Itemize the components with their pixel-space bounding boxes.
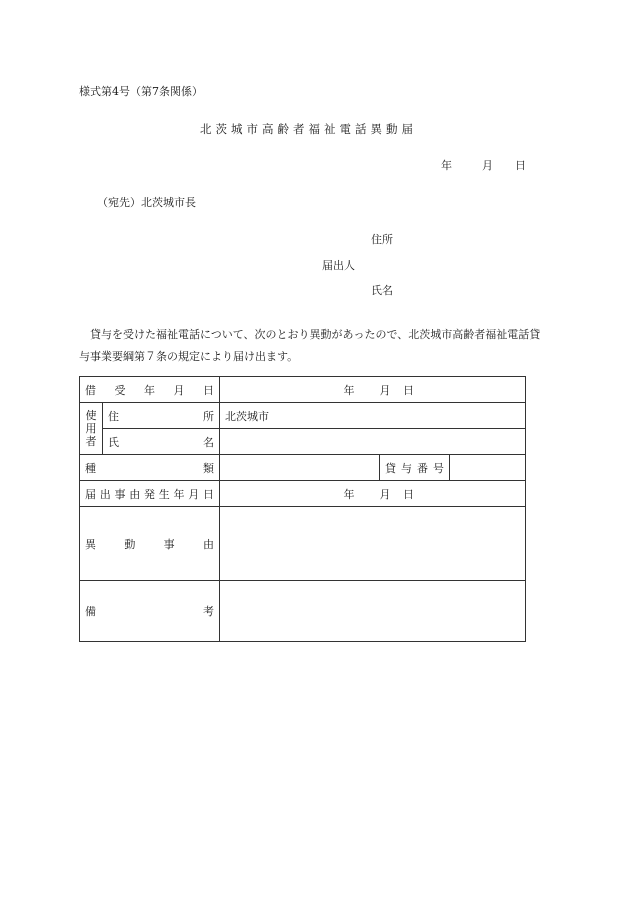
lend-date-day: 日 xyxy=(403,383,414,397)
row-remarks xyxy=(80,581,526,642)
label-char: 月 xyxy=(173,383,185,397)
label-char: 住 xyxy=(108,409,119,423)
type-label-cell xyxy=(80,455,220,481)
label-char: 出 xyxy=(99,487,111,501)
user-group-label xyxy=(80,403,103,455)
event-date-label-cell xyxy=(80,481,220,507)
type-label xyxy=(85,460,214,476)
event-date-year: 年 xyxy=(343,487,355,501)
label-char: 所 xyxy=(203,409,214,423)
date-day: 日 xyxy=(515,159,526,172)
label-char: 年 xyxy=(173,487,185,501)
lend-date-year: 年 xyxy=(343,383,355,397)
label-char: 者 xyxy=(85,435,97,448)
user-address-field[interactable]: 北茨城市 xyxy=(220,403,526,429)
label-char: 貸 xyxy=(385,461,396,475)
row-reason xyxy=(80,507,526,581)
label-char: 用 xyxy=(85,422,97,435)
reason-label-cell xyxy=(80,507,220,581)
lend-date-label xyxy=(85,382,214,398)
lend-number-field[interactable] xyxy=(450,455,526,481)
user-name-label-cell xyxy=(103,429,220,455)
label-char: 類 xyxy=(203,461,214,475)
event-date-label xyxy=(85,486,214,502)
label-char: 日 xyxy=(203,487,214,501)
document-title: 北茨城市高齢者福祉電話異動届 xyxy=(200,122,417,136)
user-address-label-cell xyxy=(103,403,220,429)
label-char: 氏 xyxy=(108,435,119,449)
label-char: 備 xyxy=(85,605,96,618)
label-char: 種 xyxy=(85,461,96,475)
lend-date-label-cell xyxy=(80,377,220,403)
user-address-label xyxy=(108,408,214,424)
label-char: 事 xyxy=(163,537,175,551)
label-char: 由 xyxy=(129,487,141,501)
label-char: 由 xyxy=(202,537,214,551)
form-number-label: 様式第4号（第7条関係） xyxy=(79,85,203,98)
label-char: 動 xyxy=(124,537,136,551)
remarks-label-cell xyxy=(80,581,220,642)
label-char: 名 xyxy=(203,435,214,449)
label-char: 生 xyxy=(158,487,170,501)
label-char: 番 xyxy=(417,461,428,475)
row-user-address xyxy=(80,403,526,429)
date-year: 年 xyxy=(441,159,452,172)
label-char: 使 xyxy=(85,409,97,422)
label-char: 受 xyxy=(114,383,126,397)
notifier-label: 届出人 xyxy=(322,259,355,272)
body-text: 貸与を受けた福祉電話について、次のとおり異動があったので、北茨城市高齢者福祉電話貸与事業要綱第７条の規定により届け出ます。 xyxy=(79,328,541,363)
submission-date xyxy=(441,157,526,173)
label-char: 発 xyxy=(144,487,155,501)
lend-date-field[interactable] xyxy=(220,377,526,403)
user-name-field[interactable] xyxy=(220,429,526,455)
event-date-month: 月 xyxy=(379,487,391,501)
remarks-field[interactable] xyxy=(220,581,526,642)
user-name-label xyxy=(108,434,214,450)
label-char: 号 xyxy=(433,461,444,475)
reason-field[interactable] xyxy=(220,507,526,581)
addressee: （宛先）北茨城市長 xyxy=(97,196,196,209)
row-type xyxy=(80,455,526,481)
lend-number-label-cell xyxy=(380,455,450,481)
notifier-address-label: 住所 xyxy=(371,233,393,246)
row-event-date xyxy=(80,481,526,507)
remarks-label xyxy=(85,603,214,619)
notifier-name-label: 氏名 xyxy=(371,284,393,297)
type-field[interactable] xyxy=(220,455,380,481)
event-date-day: 日 xyxy=(403,487,414,501)
label-char: 異 xyxy=(85,537,96,551)
label-char: 考 xyxy=(203,605,214,618)
row-lend-date xyxy=(80,377,526,403)
label-char: 日 xyxy=(203,383,214,397)
reason-label xyxy=(85,536,214,552)
event-date-field[interactable] xyxy=(220,481,526,507)
label-char: 事 xyxy=(114,487,126,501)
date-month: 月 xyxy=(482,159,493,172)
lend-date-month: 月 xyxy=(379,383,391,397)
notification-form-table xyxy=(79,376,526,642)
label-char: 借 xyxy=(85,383,96,397)
lend-number-label xyxy=(385,460,444,476)
row-user-name xyxy=(80,429,526,455)
label-char: 年 xyxy=(144,383,155,397)
label-char: 届 xyxy=(85,487,96,501)
label-char: 与 xyxy=(401,461,412,475)
label-char: 月 xyxy=(188,487,200,501)
